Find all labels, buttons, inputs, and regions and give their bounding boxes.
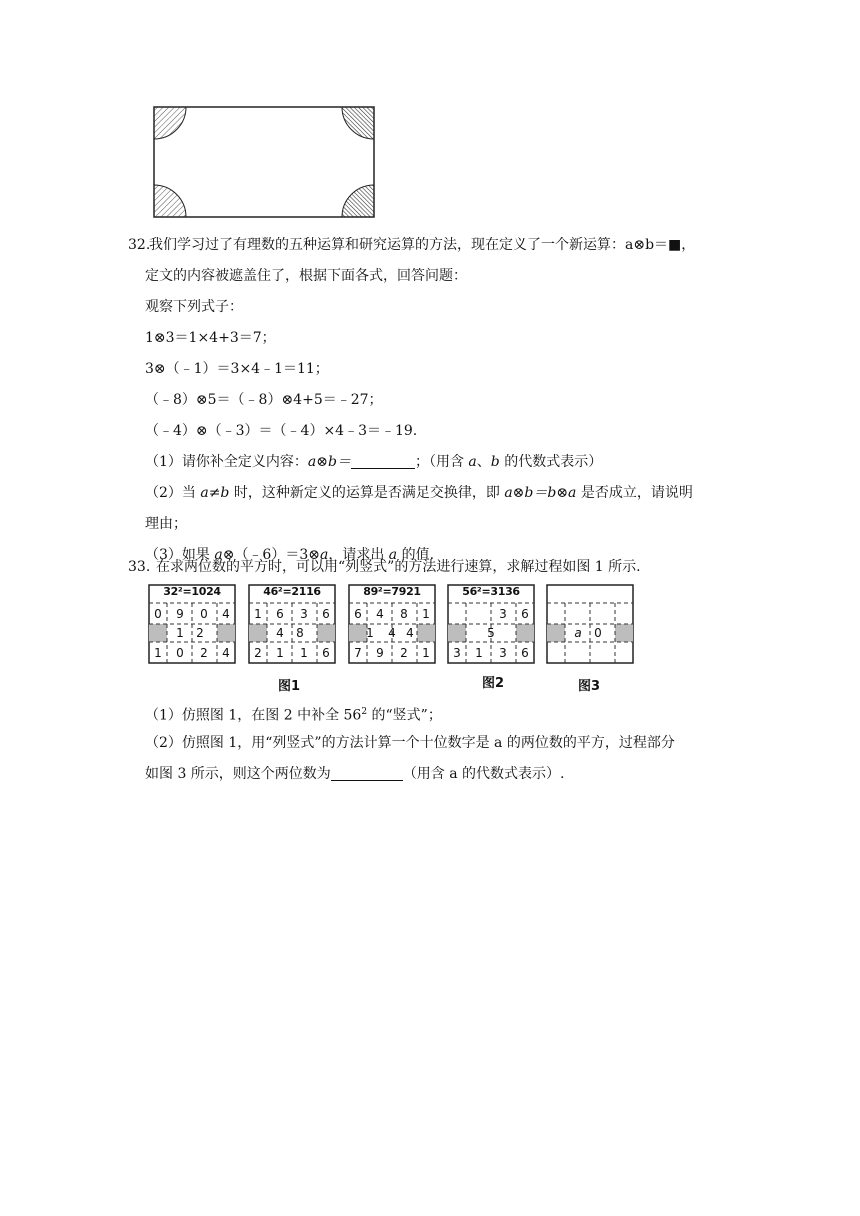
grid-cell: 4 (376, 607, 384, 621)
fig3-label: 图3 (578, 679, 601, 694)
grid-cell: 1 (254, 607, 262, 621)
var-b: b (490, 454, 500, 470)
grid-cell: 7 (354, 646, 362, 660)
fig1-label: 图1 (278, 679, 301, 694)
fig2-label: 图2 (482, 676, 505, 691)
grid-title: 32²=1024 (163, 585, 221, 598)
grid-cell: 5 (487, 626, 495, 640)
q32-eq4: （﹣4）⊗（﹣3）＝（﹣4）×4﹣3＝﹣19. (145, 423, 418, 439)
grid-cell: 4 (406, 626, 414, 640)
q33-part1-sup: 2 (361, 707, 368, 717)
var-a: a (468, 454, 477, 470)
grid-cell: 4 (276, 626, 284, 640)
q32-part3-var2: a (388, 547, 398, 563)
q32-part2 (145, 483, 693, 503)
grid-cell: a (574, 626, 582, 640)
grid-cell: 9 (376, 646, 384, 660)
q33-line1: 在求两位数的平方时，可以用“列竖式”的方法进行速算，求解过程如图 1 所示. (156, 559, 641, 575)
q32-part2-tail: 是否成立，请说明 (576, 485, 693, 501)
grid-cell: 4 (222, 646, 230, 660)
grid-cell: 6 (521, 646, 529, 660)
grid-cell: 0 (594, 626, 602, 640)
grid-cell: 3 (453, 646, 461, 660)
grid-5 (546, 584, 634, 664)
grid-cell: 1 (366, 626, 374, 640)
grid-cell: 3 (499, 607, 507, 621)
grid-cell: 6 (354, 607, 362, 621)
q32-part1-note: ；（用含 (414, 454, 469, 470)
q32-line2: 定文的内容被遮盖住了，根据下面各式，回答问题： (145, 268, 467, 284)
q33-part1-text: （1）仿照图 1，在图 2 中补全 56 (145, 707, 362, 724)
grid-cell: 0 (176, 646, 184, 660)
q32-line3: 观察下列式子： (145, 299, 243, 315)
q32-part2-line2: 理由； (145, 516, 187, 532)
q32-line1: 我们学习过了有理数的五种运算和研究运算的方法，现在定义了一个新运算：a⊗b＝■， (149, 237, 696, 253)
grid-cell: 6 (276, 607, 284, 621)
grid-cell: 3 (300, 607, 308, 621)
q33-part1-tail: 的“竖式”； (367, 707, 442, 724)
grid-cell: 8 (400, 607, 408, 621)
grid-cell: 0 (154, 607, 162, 621)
grid-cell: 8 (296, 626, 304, 640)
q32-part1 (145, 452, 602, 472)
grid-cell: 9 (176, 607, 184, 621)
grid-4 (447, 584, 535, 664)
grid-2 (248, 584, 336, 664)
answer-blank-2[interactable] (331, 766, 403, 781)
q33-part2-line1: （2）仿照图 1，用“列竖式”的方法计算一个十位数字是 a 的两位数的平方，过程部分 (145, 735, 675, 751)
q33-number: 33. (128, 559, 151, 575)
grid-cell: 2 (254, 646, 262, 660)
q32-part3-text: （3）如果 (145, 547, 215, 563)
q32-part1-tail: 的代数式表示） (499, 454, 603, 470)
grid-cell: 1 (422, 607, 430, 621)
q32-part2-text: （2）当 (145, 485, 201, 501)
grid-cell: 0 (200, 607, 208, 621)
grid-cell: 1 (300, 646, 308, 660)
grid-cell: 2 (196, 626, 204, 640)
grid-cell: 4 (222, 607, 230, 621)
q33-part2-line2 (145, 764, 565, 784)
q32-part3-var: a (319, 547, 329, 563)
answer-blank[interactable] (351, 454, 415, 469)
q32-eq3: （﹣8）⊗5＝（﹣8）⊗4+5＝﹣27； (145, 392, 383, 408)
q33-part2-text: 如图 3 所示，则这个两位数为 (145, 766, 331, 782)
q32-eq1: 1⊗3＝1×4+3＝7； (145, 330, 276, 346)
grid-cell: 1 (154, 646, 162, 660)
grid-title: 46²=2116 (263, 585, 321, 598)
q33-part1 (145, 702, 442, 726)
grid-cell: 1 (475, 646, 483, 660)
grid-1 (148, 584, 236, 664)
q33-part2-tail: （用含 a 的代数式表示）. (402, 766, 565, 782)
q32-eq2: 3⊗（﹣1）＝3×4﹣1＝11； (145, 361, 329, 377)
q32-part2-mid: 时，这种新定义的运算是否满足交换律，即 (229, 485, 505, 501)
grid-cell: 3 (499, 646, 507, 660)
grid-cell: 1 (422, 646, 430, 660)
q32-part3-mid: （﹣6）＝3⊗ (234, 547, 320, 563)
q32-part2-cond: a≠b (200, 485, 230, 501)
q32-part2-expr: a⊗b＝b⊗a (504, 485, 577, 501)
rectangle-figure (150, 103, 380, 223)
q32-part1-sep: 、 (476, 454, 491, 470)
q32-part1-expr: a⊗b＝ (307, 454, 351, 470)
grid-cell: 2 (400, 646, 408, 660)
grid-title: 89²=7921 (363, 585, 421, 598)
q32-part1-text: （1）请你补全定义内容： (145, 454, 308, 470)
q32-part3-expr1: a⊗ (214, 547, 235, 563)
q32-number: 32. (128, 237, 151, 253)
q32-part3-tail: 的值. (397, 547, 435, 563)
grid-cell: 6 (322, 646, 330, 660)
grid-cell: 1 (176, 626, 184, 640)
grid-cell: 1 (276, 646, 284, 660)
grid-cell: 6 (521, 607, 529, 621)
q32-part3-ask: ，请求出 (328, 547, 389, 563)
grid-cell: 6 (322, 607, 330, 621)
grid-cell: 4 (388, 626, 396, 640)
grid-3 (348, 584, 436, 664)
grid-cell: 2 (200, 646, 208, 660)
grid-title: 56²=3136 (462, 585, 520, 598)
